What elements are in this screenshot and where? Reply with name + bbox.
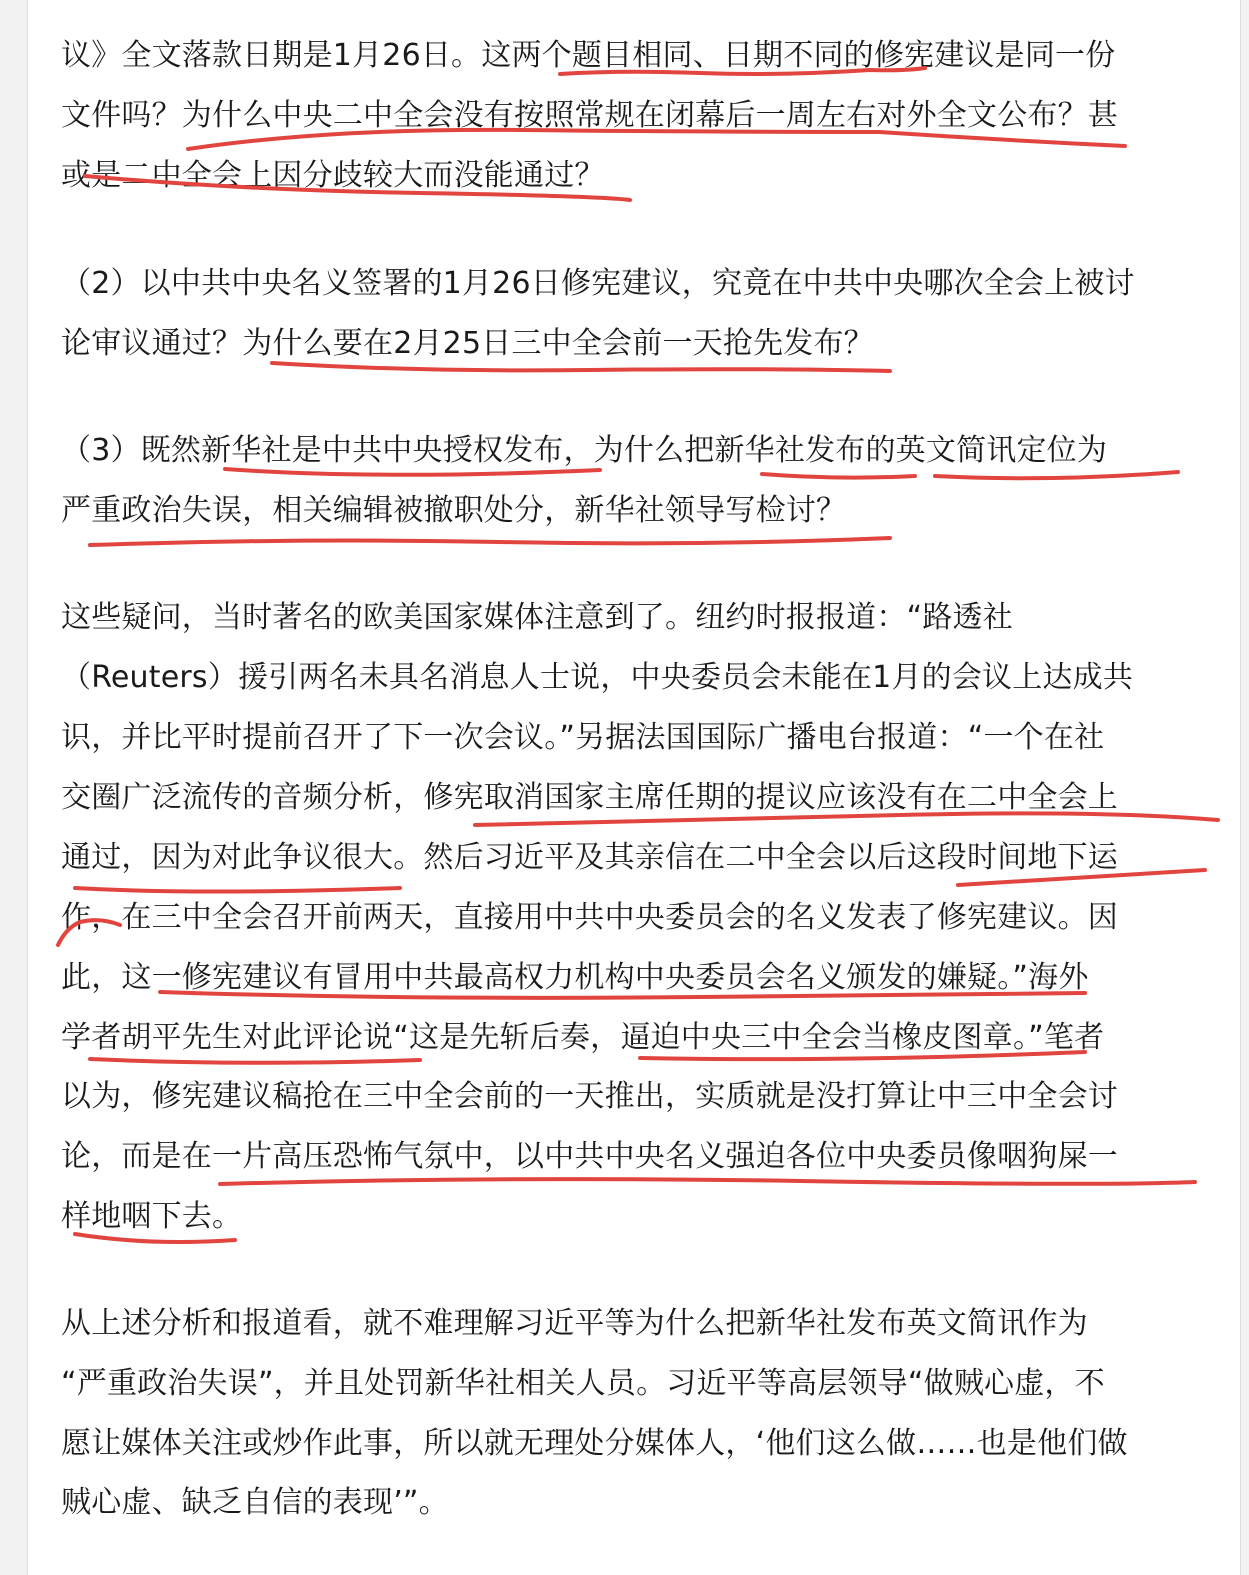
text-line: 学者胡平先生对此评论说“这是先斩后奏，逼迫中央三中全会当橡皮图章。”笔者	[61, 1020, 1105, 1055]
text-line: （3）既然新华社是中共中央授权发布，为什么把新华社发布的英文简讯定位为	[61, 433, 1108, 468]
text-line: 样地咽下去。	[61, 1199, 243, 1234]
text-line: 或是二中全会上因分歧较大而没能通过？	[61, 158, 605, 193]
text-line: 论审议通过？为什么要在2月25日三中全会前一天抢先发布？	[61, 326, 874, 361]
text-line: 识，并比平时提前召开了下一次会议。”另据法国国际广播电台报道：“一个在社	[61, 720, 1105, 755]
text-line: 愿让媒体关注或炒作此事，所以就无理处分媒体人，‘他们这么做……也是他们做	[61, 1426, 1128, 1461]
text-line: 从上述分析和报道看，就不难理解习近平等为什么把新华社发布英文简讯作为	[61, 1306, 1088, 1341]
text-line: （2）以中共中央名义签署的1月26日修宪建议，究竟在中共中央哪次全会上被讨	[61, 266, 1135, 301]
text-line: 严重政治失误，相关编辑被撤职处分，新华社领导写检讨？	[61, 493, 847, 528]
text-line: 贼心虚、缺乏自信的表现’”。	[61, 1485, 449, 1520]
text-line: 文件吗？为什么中央二中全会没有按照常规在闭幕后一周左右对外全文公布？甚	[61, 98, 1118, 133]
text-line: 交圈广泛流传的音频分析，修宪取消国家主席任期的提议应该没有在二中全会上	[61, 780, 1118, 815]
text-line: 这些疑问，当时著名的欧美国家媒体注意到了。纽约时报报道：“路透社	[61, 600, 1013, 635]
text-line: （Reuters）援引两名未具名消息人士说，中央委员会未能在1月的会议上达成共	[61, 660, 1134, 695]
text-line: 通过，因为对此争议很大。然后习近平及其亲信在二中全会以后这段时间地下运	[61, 840, 1118, 875]
text-line: 作，在三中全会召开前两天，直接用中共中央委员会的名义发表了修宪建议。因	[61, 900, 1118, 935]
text-line: 议》全文落款日期是1月26日。这两个题目相同、日期不同的修宪建议是同一份	[61, 38, 1116, 73]
text-line: 此，这一修宪建议有冒用中共最高权力机构中央委员会名义颁发的嫌疑。”海外	[61, 960, 1089, 995]
text-line: 论，而是在一片高压恐怖气氛中，以中共中央名义强迫各位中央委员像咽狗屎一	[61, 1139, 1118, 1174]
text-line: “严重政治失误”，并且处罚新华社相关人员。习近平等高层领导“做贼心虚，不	[61, 1366, 1105, 1401]
text-line: 以为，修宪建议稿抢在三中全会前的一天推出，实质就是没打算让中三中全会讨	[61, 1079, 1118, 1114]
